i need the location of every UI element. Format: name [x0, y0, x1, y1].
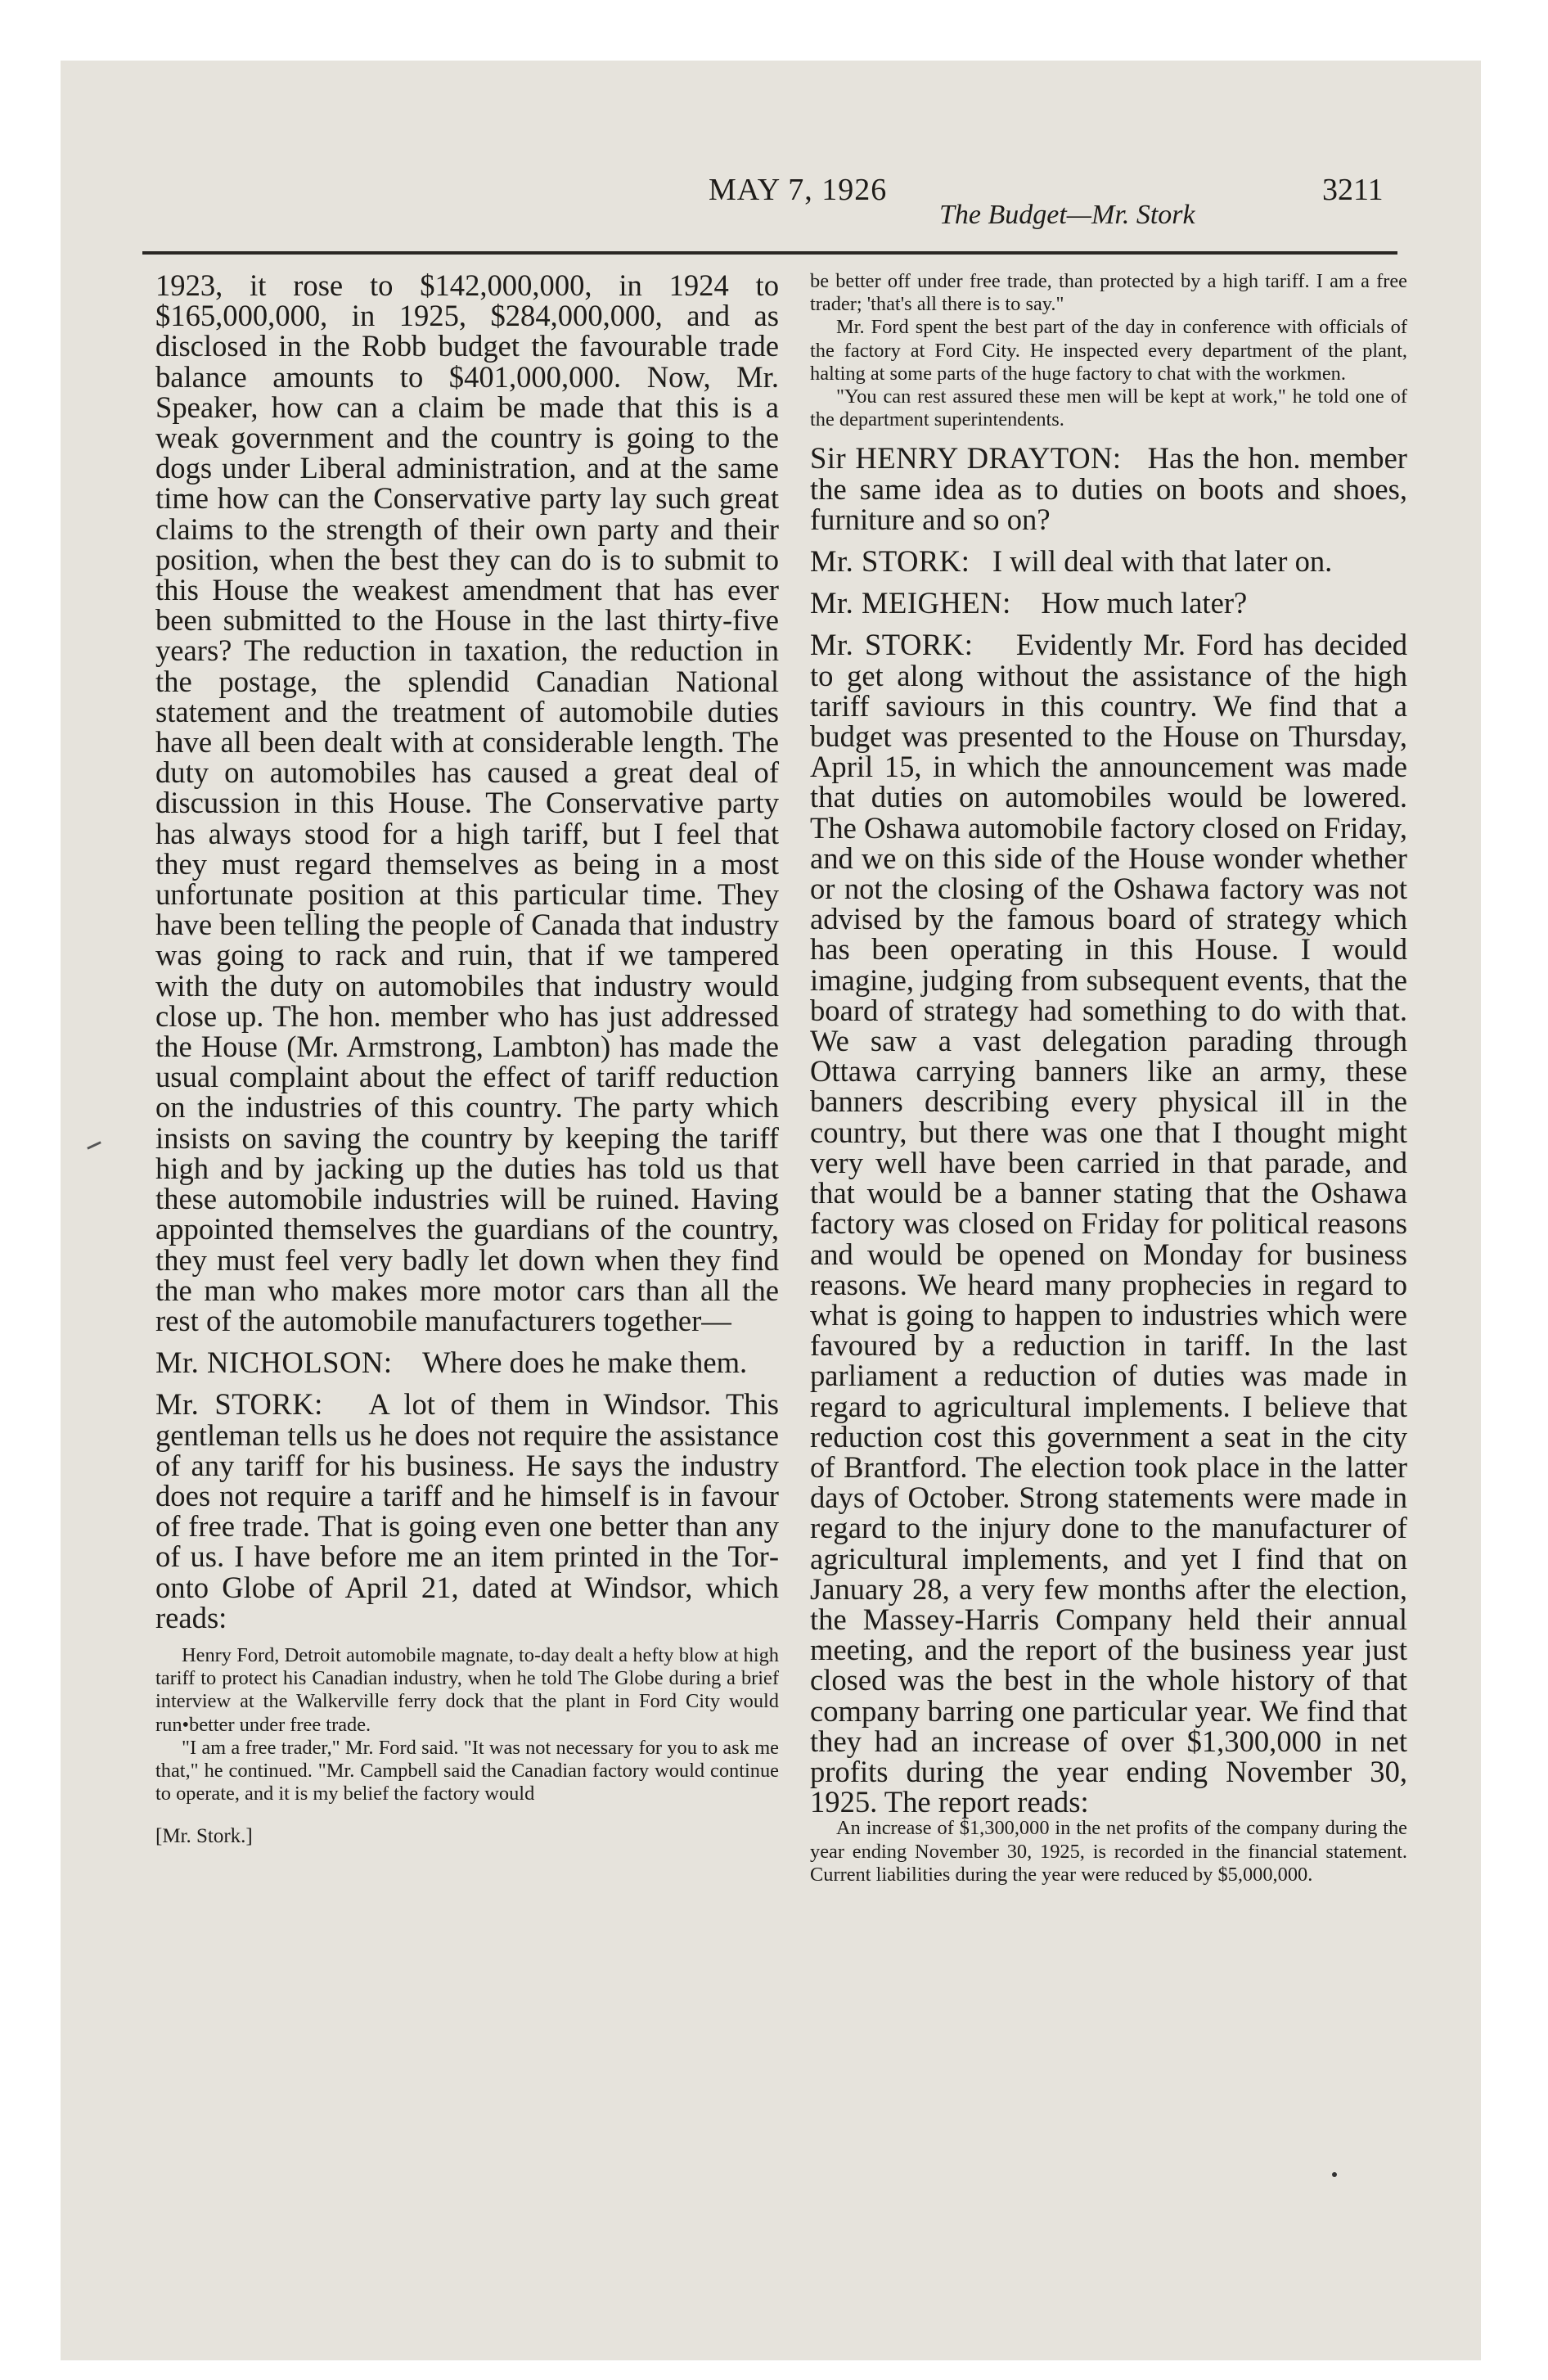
header-rule: [142, 251, 1397, 255]
speech-text: Evidently Mr. Ford has decided to get along without the assistance of the high tariff saviours in this country. We find that a budget was presented to the House on Thursday, April 15, in which the announcement was made that duties on automobiles would be lowered. The Oshawa automobile factory closed on Friday, and we on this side of the House wonder whether or not the closing of the Oshawa factory was not advised by the famous board of strategy which has been operating in this House. I would imagine, judging from subsequent events, that the board of strategy had something to do with that. We saw a vast delegation parading through Ottawa carrying banners like an army, these banners describing every physical ill in the country, but there was one that I thought might very well have been carried in that parade, and that would be a banner stating that the Oshawa factory was closed on Friday for political reasons and would be opened on Monday for business reasons. We heard many prophecies in regard to what is going to happen to industries which were favoured by a reduction in tariff. In the last parliament a reduction of duties was made in regard to agricultural implements. I believe that reduction cost this government a seat in the city of Brantford. The election took place in the latter days of October. Strong statements were made in regard to the injury done to the manufacturer of agricultural implements, and yet I find that on January 28, a very few months after the election, the Massey-Harris Company held their annual meeting, and the report of the business year just closed was the best in the whole history of that company barring one particular year. We find that they had an increase of over $1,300,000 in net profits during the year ending November 30, 1925. The report reads:: [810, 628, 1407, 1819]
attribution: [Mr. Stork.]: [155, 1825, 253, 1848]
speech-text: Has the hon. member the same idea as to duties on boots and shoes, furniture and so on?: [810, 441, 1407, 536]
quoted-text: be better off under free trade, than protected by a high tariff. I am a free trader; 'that's all there is to say.": [810, 270, 1407, 316]
speaker-name: Mr. STORK:: [810, 628, 974, 662]
speaker-name: Mr. STORK:: [810, 544, 970, 579]
header-date: MAY 7, 1926: [709, 173, 888, 207]
speaker-paragraph: [810, 544, 1407, 579]
quoted-text: "I am a free trader," Mr. Ford said. "It was not necessary for you to ask me that," he continued. "Mr. Campbell said the Canadian factory would continue to operate, and it is my belief the factory would: [155, 1736, 779, 1805]
quoted-text: "You can rest assured these men will be kept at work," he told one of the department superintendents.: [810, 385, 1407, 431]
left-column: [155, 270, 779, 1848]
page-number: 3211: [1322, 173, 1384, 207]
speech-text: How much later?: [1041, 586, 1248, 620]
running-title: The Budget—Mr. Stork: [939, 200, 1195, 230]
speaker-paragraph: [810, 443, 1407, 534]
paragraph: 1923, it rose to $142,000,000, in 1924 to $165,000,000, in 1925, $284,000,000, and as disclosed in the Robb budget the favourable trade balance amounts to $401,000,000. Now, Mr. Speaker, how can a claim be made that this is a weak government and the country is going to the dogs under Liberal administration, and at the same time how can the Conservative party lay such great claims to the strength of their own party and their position, when the best they can do is to submit to this House the weakest amendment that has ever been submitted to the House in the last thirty-five years? The reduction in taxation, the reduction in the postage, the splendid Canadian National statement and the treatment of automobile duties have all been dealt with at considerable length. The duty on automobiles has caused a great deal of discussion in this House. The Conservative party has always stood for a high tariff, but I feel that they must regard themselves as being in a most unfortunate position at this particular time. They have been telling the people of Canada that industry was going to rack and ruin, that if we tampered with the duty on automobiles that industry would close up. The hon. member who has just addressed the House (Mr. Armstrong, Lambton) has made the usual complaint about the effect of tariff reduction on the industries of this country. The party which insists on saving the country by keeping the tariff high and by jacking up the duties has told us that these automobile industries will be ruined. Having appointed themselves the guardians of the country, they must feel very badly let down when they find the man who makes more motor cars than all the rest of the automobile manufacturers together—: [155, 268, 779, 1337]
ink-dot: [1332, 2172, 1337, 2177]
speech-text: Where does he make them.: [422, 1346, 748, 1380]
quoted-text: Mr. Ford spent the best part of the day in conference with officials of the factory at Ford City. He inspected every department of the plant, halting at some parts of the huge factory to chat with the workmen.: [810, 316, 1407, 385]
speaker-paragraph: [810, 629, 1407, 1817]
speaker-name: Mr. NICHOLSON:: [155, 1346, 393, 1380]
speaker-paragraph: [155, 1389, 779, 1633]
speech-text: A lot of them in Windsor. This gentleman tells us he does not require the assistance of any tariff for his business. He says the industry does not require a tariff and he himself is in favour of free trade. That is going even one better than any of us. I have before me an item printed in the Toronto Globe of April 21, dated at Windsor, which reads:: [155, 1387, 779, 1634]
speaker-name: Sir HENRY DRAYTON:: [810, 441, 1122, 476]
quoted-text: An increase of $1,300,000 in the net profits of the company during the year ending November 30, 1925, is recorded in the financial statement. Current liabilities during the year were reduced by $5,000,000.: [810, 1817, 1407, 1886]
quoted-text: Henry Ford, Detroit automobile magnate, to-day dealt a hefty blow at high tariff to protect his Canadian industry, when he told The Globe during a brief interview at the Walkerville ferry dock that the plant in Ford City would run•better under free trade.: [155, 1643, 779, 1736]
speech-text: I will deal with that later on.: [992, 544, 1333, 579]
speaker-name: Mr. STORK:: [155, 1387, 323, 1422]
speaker-paragraph: [810, 588, 1407, 618]
speaker-paragraph: [155, 1346, 779, 1380]
right-column: [810, 270, 1407, 1886]
speaker-name: Mr. MEIGHEN:: [810, 586, 1011, 620]
